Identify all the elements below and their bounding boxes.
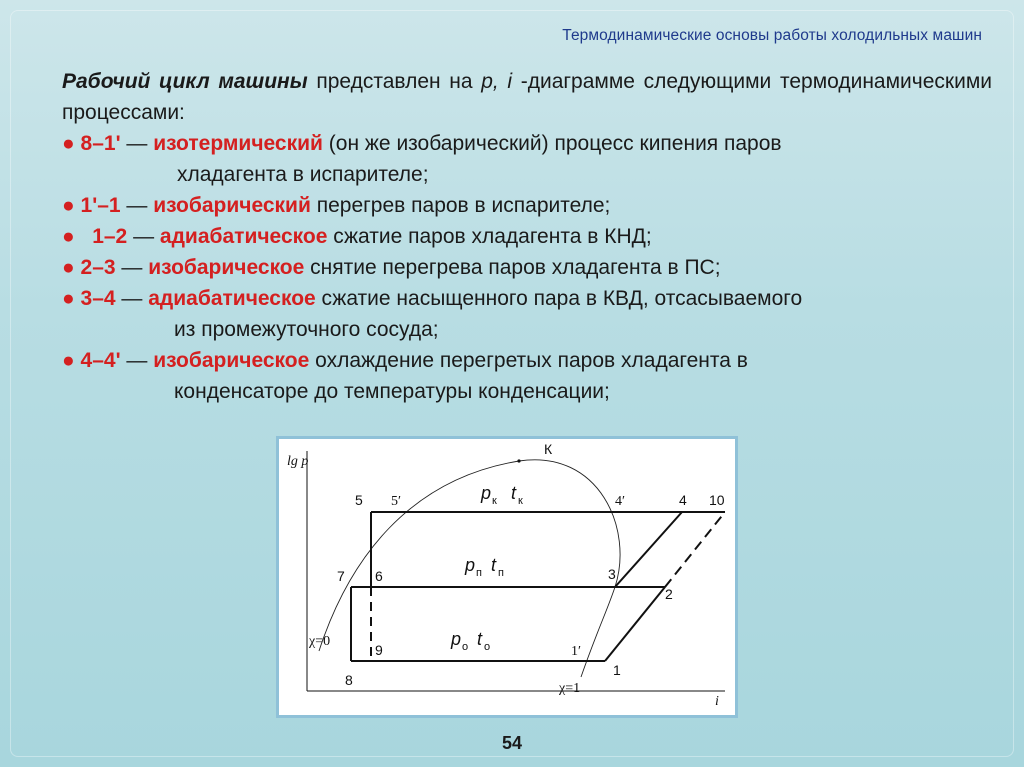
tk-subscript: к	[518, 495, 523, 507]
po-symbol: p	[451, 629, 462, 649]
process-continuation: из промежуточного сосуда;	[174, 318, 439, 341]
point-9: 9	[375, 642, 383, 658]
list-item	[62, 128, 992, 190]
process-keyword: изобарическое	[153, 349, 310, 372]
isobar-mid-label	[464, 555, 504, 579]
list-item	[62, 190, 992, 221]
pp-symbol: p	[465, 555, 476, 575]
bullet-icon: ●	[62, 194, 75, 217]
process-code: 8–1'	[80, 132, 121, 155]
x-axis-label: i	[715, 694, 719, 709]
process-code: 3–4	[80, 287, 116, 310]
dash: —	[120, 132, 154, 155]
page-number: 54	[501, 733, 523, 753]
pk-symbol: p	[481, 483, 492, 503]
process-text: сжатие паров хладагента в КНД;	[327, 225, 652, 248]
bullet-icon: ●	[62, 132, 75, 155]
to-symbol: t	[477, 629, 483, 649]
point-10: 10	[709, 492, 725, 508]
pk-subscript: к	[492, 495, 497, 507]
list-item	[62, 252, 992, 283]
point-3: 3	[608, 566, 616, 582]
process-keyword: изобарический	[153, 194, 311, 217]
process-text: охлаждение перегретых паров хладагента в	[309, 349, 748, 372]
point-1-prime: 1′	[571, 644, 582, 659]
tp-subscript: п	[498, 567, 504, 579]
process-code: 1–2	[80, 225, 128, 248]
point-8: 8	[345, 672, 353, 688]
dash: —	[115, 256, 149, 279]
isobar-high-label	[480, 483, 523, 507]
to-subscript: о	[484, 641, 491, 653]
critical-point-marker	[517, 459, 520, 462]
intro-mid: представлен на	[307, 70, 482, 93]
lgp-i-diagram	[276, 436, 738, 718]
bullet-icon: ●	[62, 225, 75, 248]
process-continuation: конденсаторе до температуры конденсации;	[174, 380, 610, 403]
intro-tail: -диаграмме следующими термодинамическими процессами:	[62, 70, 992, 124]
process-text: снятие перегрева паров хладагента в ПС;	[304, 256, 721, 279]
dashed-2-10	[665, 512, 725, 587]
dash: —	[115, 287, 149, 310]
process-code: 1'–1	[80, 194, 121, 217]
dash: —	[120, 349, 154, 372]
point-2: 2	[665, 586, 673, 602]
point-5-prime: 5′	[391, 494, 402, 509]
intro-lead: Рабочий цикл машины	[62, 70, 308, 93]
pp-subscript: п	[476, 567, 482, 579]
point-5: 5	[355, 492, 363, 508]
po-subscript: о	[462, 641, 469, 653]
point-6: 6	[375, 568, 383, 584]
process-code: 2–3	[80, 256, 116, 279]
compression-1-2	[605, 587, 665, 661]
list-item	[62, 221, 992, 252]
tk-symbol: t	[511, 483, 517, 503]
list-item	[62, 283, 992, 345]
quality-zero-label: χ=0	[309, 634, 331, 649]
process-text: сжатие насыщенного пара в КВД, отсасываемого	[315, 287, 803, 310]
compression-3-4	[615, 512, 682, 587]
tp-symbol: t	[491, 555, 497, 575]
quality-one-label: χ=1	[559, 681, 581, 696]
bullet-icon: ●	[62, 287, 75, 310]
process-text: (он же изобарический) процесс кипения паров	[322, 132, 782, 155]
process-keyword: адиабатическое	[159, 225, 328, 248]
process-keyword: изотермический	[153, 132, 323, 155]
point-4-prime: 4′	[615, 494, 626, 509]
bullet-icon: ●	[62, 349, 75, 372]
isobar-low-label	[450, 629, 490, 653]
point-4: 4	[679, 492, 687, 508]
dash: —	[120, 194, 154, 217]
bullet-icon: ●	[62, 256, 75, 279]
list-item	[62, 345, 992, 407]
header-title: Термодинамические основы работы холодильных машин	[562, 27, 982, 44]
critical-point-label: К	[544, 441, 553, 457]
dash: —	[127, 225, 160, 248]
diagram-canvas	[279, 439, 735, 715]
point-7: 7	[337, 568, 345, 584]
process-continuation: хладагента в испарителе;	[177, 163, 429, 186]
y-axis-label: lg p	[287, 454, 309, 469]
process-keyword: изобарическое	[148, 256, 305, 279]
intro-vars: p, i	[481, 70, 513, 93]
point-1: 1	[613, 662, 621, 678]
process-code: 4–4'	[80, 349, 121, 372]
intro-paragraph	[62, 66, 992, 128]
process-keyword: адиабатическое	[148, 287, 316, 310]
process-text: перегрев паров в испарителе;	[310, 194, 611, 217]
slide-content	[62, 66, 992, 407]
